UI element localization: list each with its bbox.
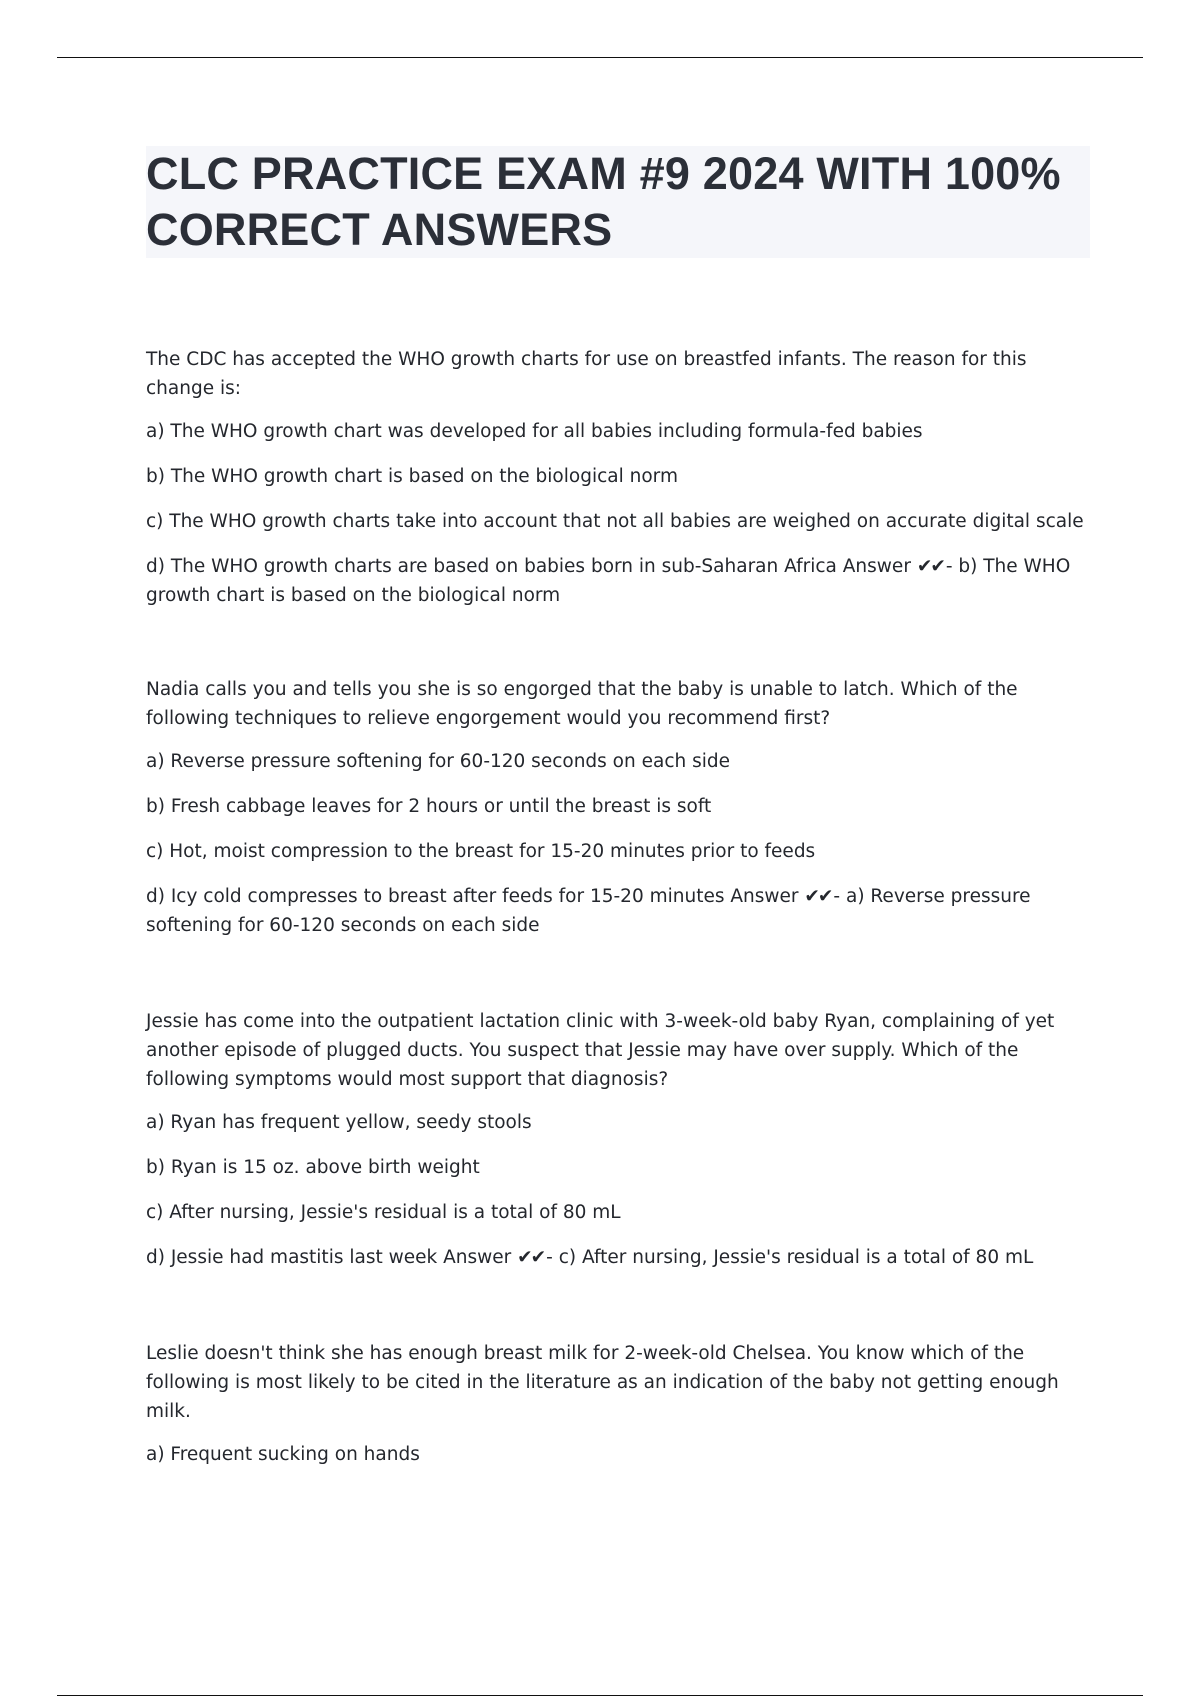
answer-label: Answer [730,886,799,907]
answer-option-text: d) Jessie had mastitis last week [146,1247,438,1268]
question-text: Nadia calls you and tells you she is so engorged that the baby is unable to latch. Which of the following techniques to relieve engorgement would you recommend first? [146,679,1018,729]
footer-rule [57,1695,1143,1696]
answer-option: b) The WHO growth chart is based on the biological norm [146,466,678,487]
answer-option-with-answer [146,552,1091,610]
answer-option: c) The WHO growth charts take into account that not all babies are weighed on accurate digital scale [146,511,1084,532]
correct-answer-text: - c) After nursing, Jessie's residual is a total of 80 mL [546,1247,1034,1268]
check-icon: ✔✔ [916,556,944,577]
answer-label: Answer [443,1247,512,1268]
answer-option: c) After nursing, Jessie's residual is a total of 80 mL [146,1202,621,1223]
answer-option: c) Hot, moist compression to the breast for 15-20 minutes prior to feeds [146,841,816,862]
question-text: Jessie has come into the outpatient lactation clinic with 3-week-old baby Ryan, complaining of yet another episode of plugged ducts. You suspect that Jessie may have over supply. Which of the following symptoms would most support that diagnosis? [146,1011,1055,1090]
answer-option: a) The WHO growth chart was developed for all babies including formula-fed babies [146,421,923,442]
check-icon: ✔✔ [517,1247,545,1268]
check-icon: ✔✔ [804,886,832,907]
answer-option: b) Fresh cabbage leaves for 2 hours or until the breast is soft [146,796,712,817]
title-block [146,146,1090,258]
question-block [146,1339,1091,1469]
page-title: CLC PRACTICE EXAM #9 2024 WITH 100% CORRECT ANSWERS [146,148,1061,255]
answer-option-with-answer [146,1243,1091,1272]
correct-answer-text: - b) The WHO growth chart is based on the biological norm [146,556,1071,606]
answer-option-text: d) The WHO growth charts are based on babies born in sub-Saharan Africa [146,556,837,577]
question-block [146,675,1091,1007]
answer-label: Answer [842,556,911,577]
header-rule [57,57,1143,58]
answer-option-text: d) Icy cold compresses to breast after feeds for 15-20 minutes [146,886,725,907]
correct-answer-text: - a) Reverse pressure softening for 60-120 seconds on each side [146,886,1031,936]
question-text: Leslie doesn't think she has enough breast milk for 2-week-old Chelsea. You know which of the following is most likely to be cited in the literature as an indication of the baby not getting enough milk. [146,1343,1059,1422]
answer-option: a) Reverse pressure softening for 60-120 seconds on each side [146,751,731,772]
question-block [146,1007,1091,1339]
answer-option-with-answer [146,882,1091,940]
document-body [146,345,1091,1485]
answer-option: b) Ryan is 15 oz. above birth weight [146,1157,480,1178]
answer-option: a) Ryan has frequent yellow, seedy stools [146,1112,532,1133]
answer-option: a) Frequent sucking on hands [146,1444,420,1465]
question-block [146,345,1091,675]
question-text: The CDC has accepted the WHO growth charts for use on breastfed infants. The reason for this change is: [146,349,1027,399]
